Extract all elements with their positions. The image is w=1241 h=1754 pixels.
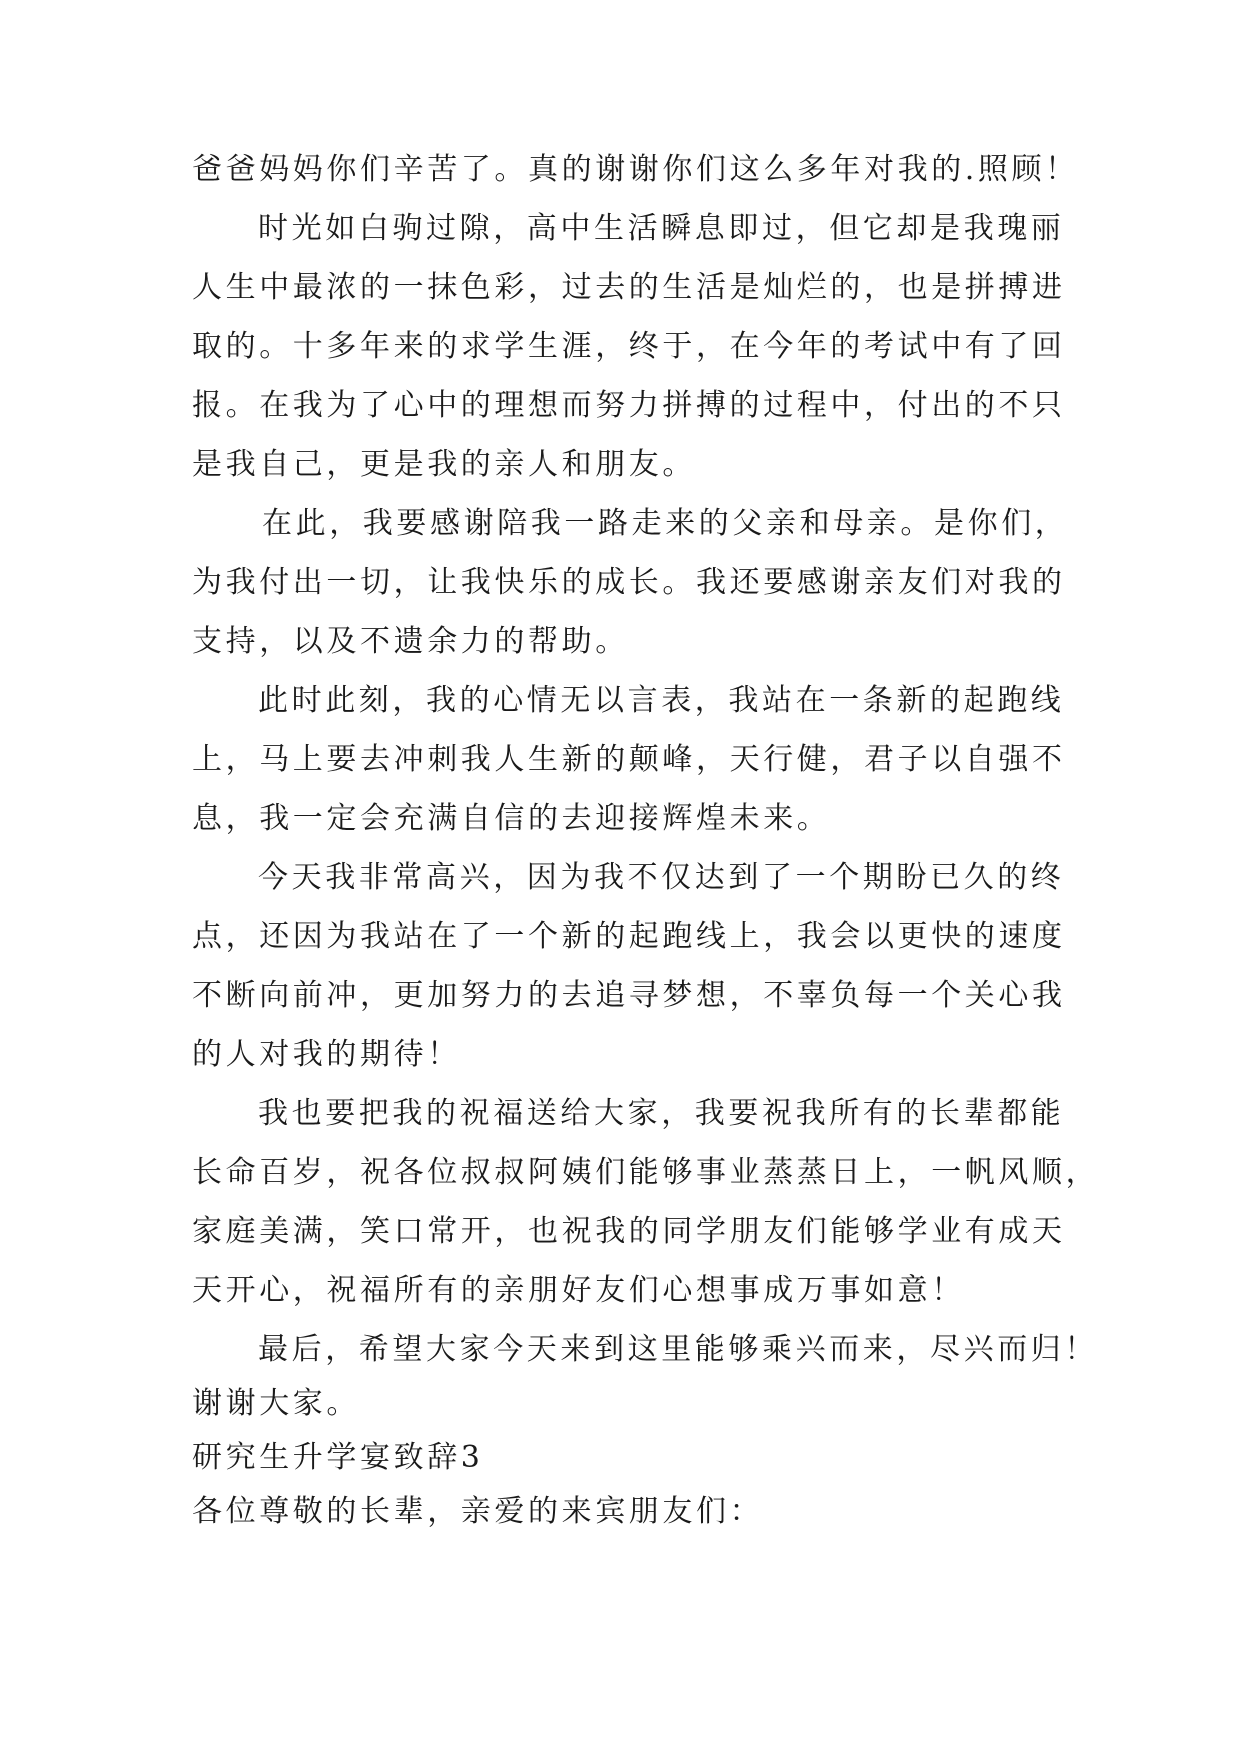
paragraph-line: 最后，希望大家今天来到这里能够乘兴而来，尽兴而归！: [258, 1332, 1098, 1367]
paragraph-line: 我也要把我的祝福送给大家，我要祝我所有的长辈都能: [258, 1096, 1065, 1131]
paragraph-line: 今天我非常高兴，因为我不仅达到了一个期盼已久的终: [258, 860, 1065, 895]
paragraph-line: 是我自己，更是我的亲人和朋友。: [192, 447, 696, 482]
paragraph-line: 谢谢大家。: [192, 1386, 360, 1421]
section-heading: 研究生升学宴致辞3: [192, 1440, 484, 1475]
paragraph-line: 在此，我要感谢陪我一路走来的父亲和母亲。是你们，: [262, 506, 1069, 541]
paragraph-line: 此时此刻，我的心情无以言表，我站在一条新的起跑线: [258, 683, 1065, 718]
paragraph-line: 支持，以及不遗余力的帮助。: [192, 624, 629, 659]
paragraph-line: 时光如白驹过隙，高中生活瞬息即过，但它却是我瑰丽: [258, 211, 1065, 246]
paragraph-line: 点，还因为我站在了一个新的起跑线上，我会以更快的速度: [192, 919, 1066, 954]
paragraph-line: 上，马上要去冲刺我人生新的颠峰，天行健，君子以自强不: [192, 742, 1066, 777]
paragraph-line: 爸爸妈妈你们辛苦了。真的谢谢你们这么多年对我的.照顾！: [192, 152, 1079, 187]
paragraph-line: 息，我一定会充满自信的去迎接辉煌未来。: [192, 801, 831, 836]
paragraph-line: 不断向前冲，更加努力的去追寻梦想，不辜负每一个关心我: [192, 978, 1066, 1013]
paragraph-line: 为我付出一切，让我快乐的成长。我还要感谢亲友们对我的: [192, 565, 1066, 600]
paragraph-line: 取的。十多年来的求学生涯，终于，在今年的考试中有了回: [192, 329, 1066, 364]
paragraph-line: 长命百岁，祝各位叔叔阿姨们能够事业蒸蒸日上，一帆风顺，: [192, 1155, 1100, 1190]
paragraph-line: 人生中最浓的一抹色彩，过去的生活是灿烂的，也是拼搏进: [192, 270, 1066, 305]
paragraph-line: 家庭美满，笑口常开，也祝我的同学朋友们能够学业有成天: [192, 1214, 1066, 1249]
paragraph-line: 报。在我为了心中的理想而努力拼搏的过程中，付出的不只: [192, 388, 1066, 423]
salutation-line: 各位尊敬的长辈，亲爱的来宾朋友们：: [192, 1494, 764, 1529]
paragraph-line: 天开心，祝福所有的亲朋好友们心想事成万事如意！: [192, 1273, 965, 1308]
paragraph-line: 的人对我的期待！: [192, 1037, 461, 1072]
